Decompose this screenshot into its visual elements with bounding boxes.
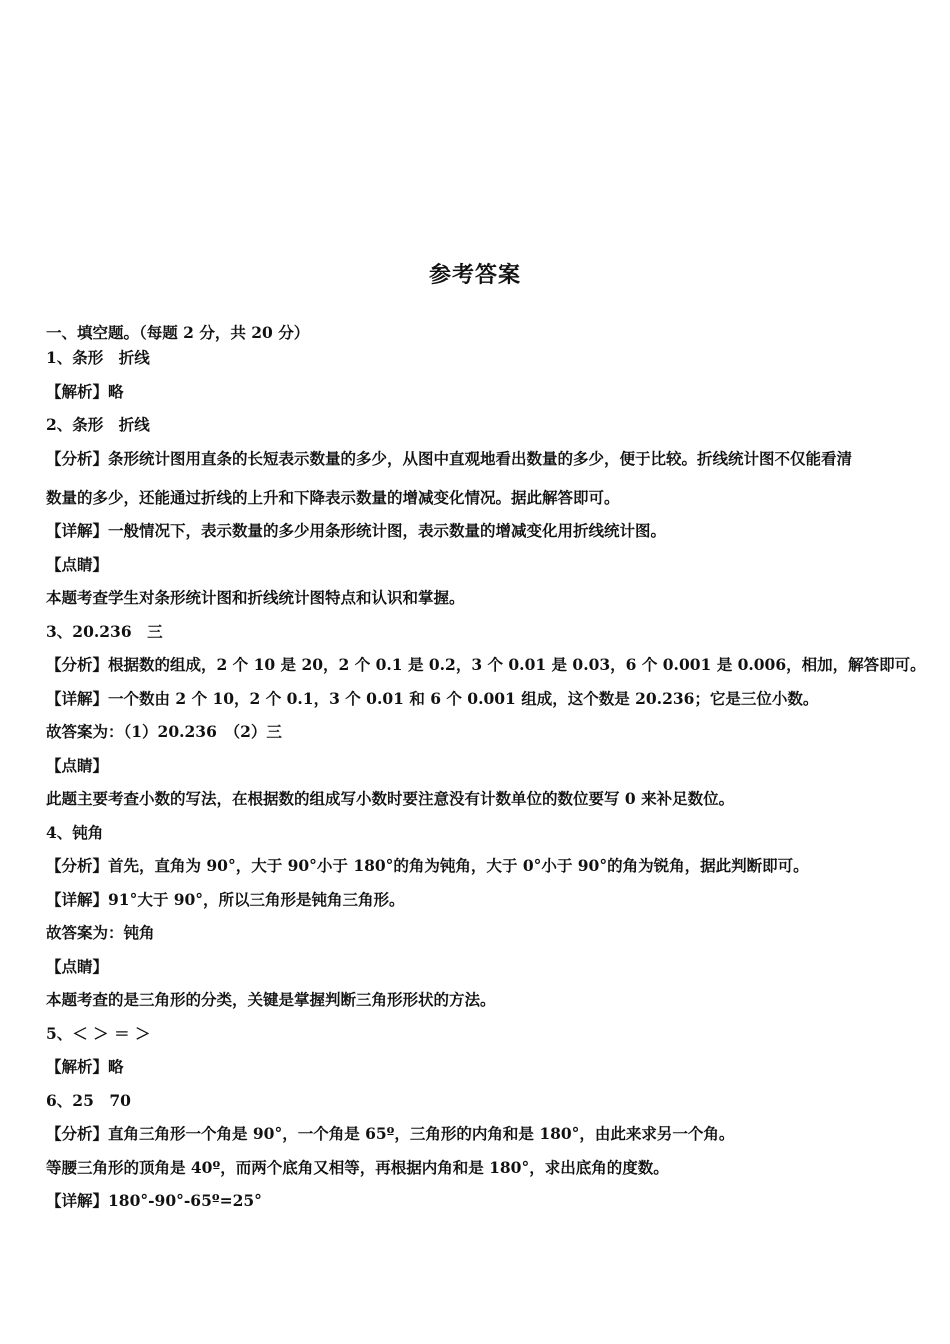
- analysis-line: 【分析】条形统计图用直条的长短表示数量的多少，从图中直观地看出数量的多少，便于比较。折线统计图不仅能看清: [46, 448, 853, 468]
- comment-line: 此题主要考查小数的写法，在根据数的组成写小数时要注意没有计数单位的数位要写 0 来补足数位。: [46, 789, 735, 808]
- analysis-line: 【分析】根据数的组成，2 个 10 是 20，2 个 0.1 是 0.2，3 个 0.01 是 0.03，6 个 0.001 是 0.006，相加，解答即可。: [46, 655, 926, 674]
- comment-heading: 【点睛】: [46, 755, 109, 775]
- detail-line: 【详解】91°大于 90°，所以三角形是钝角三角形。: [46, 889, 405, 909]
- detail-line: 【详解】一个数由 2 个 10，2 个 0.1，3 个 0.01 和 6 个 0.001 组成，这个数是 20.236；它是三位小数。: [46, 688, 819, 708]
- answer-item-1: 1、条形 折线: [46, 348, 150, 367]
- comment-heading: 【点睛】: [46, 956, 109, 976]
- analysis-line: 【分析】直角三角形一个角是 90°，一个角是 65º，三角形的内角和是 180°，由此来求另一个角。: [46, 1124, 735, 1143]
- section-heading: 一、填空题。（每题 2 分，共 20 分）: [46, 323, 310, 342]
- analysis-line: 【分析】首先，直角为 90°，大于 90°小于 180°的角为钝角，大于 0°小于 90°的角为锐角，据此判断即可。: [46, 856, 809, 875]
- answer-item-5: 5、＜ ＞ ＝ ＞: [46, 1023, 151, 1043]
- page-title: 参考答案: [428, 262, 521, 288]
- analysis-line-continued: 等腰三角形的顶角是 40º，而两个底角又相等，再根据内角和是 180°，求出底角的度数。: [46, 1157, 669, 1177]
- detail-line: 【详解】一般情况下，表示数量的多少用条形统计图，表示数量的增减变化用折线统计图。: [46, 521, 667, 540]
- answer-content: [46, 322, 926, 1224]
- analysis-line-continued: 数量的多少，还能通过折线的上升和下降表示数量的增减变化情况。据此解答即可。: [46, 487, 620, 507]
- comment-line: 本题考查学生对条形统计图和折线统计图特点和认识和掌握。: [46, 588, 465, 607]
- analysis-line: 【解析】略: [46, 1057, 124, 1076]
- answer-item-3: 3、20.236 三: [46, 621, 163, 641]
- comment-line: 本题考查的是三角形的分类，关键是掌握判断三角形形状的方法。: [46, 990, 496, 1009]
- analysis-line: 【解析】略: [46, 381, 124, 401]
- comment-heading: 【点睛】: [46, 554, 109, 574]
- answer-item-4: 4、钝角: [46, 822, 104, 842]
- final-answer-line: 故答案为：（1）20.236 （2）三: [46, 722, 282, 741]
- detail-line: 【详解】180°-90°-65º=25°: [46, 1191, 262, 1210]
- final-answer-line: 故答案为：钝角: [46, 923, 155, 942]
- analysis-paragraph: [46, 448, 916, 508]
- answer-item-6: 6、25 70: [46, 1090, 131, 1110]
- answer-item-2: 2、条形 折线: [46, 415, 150, 434]
